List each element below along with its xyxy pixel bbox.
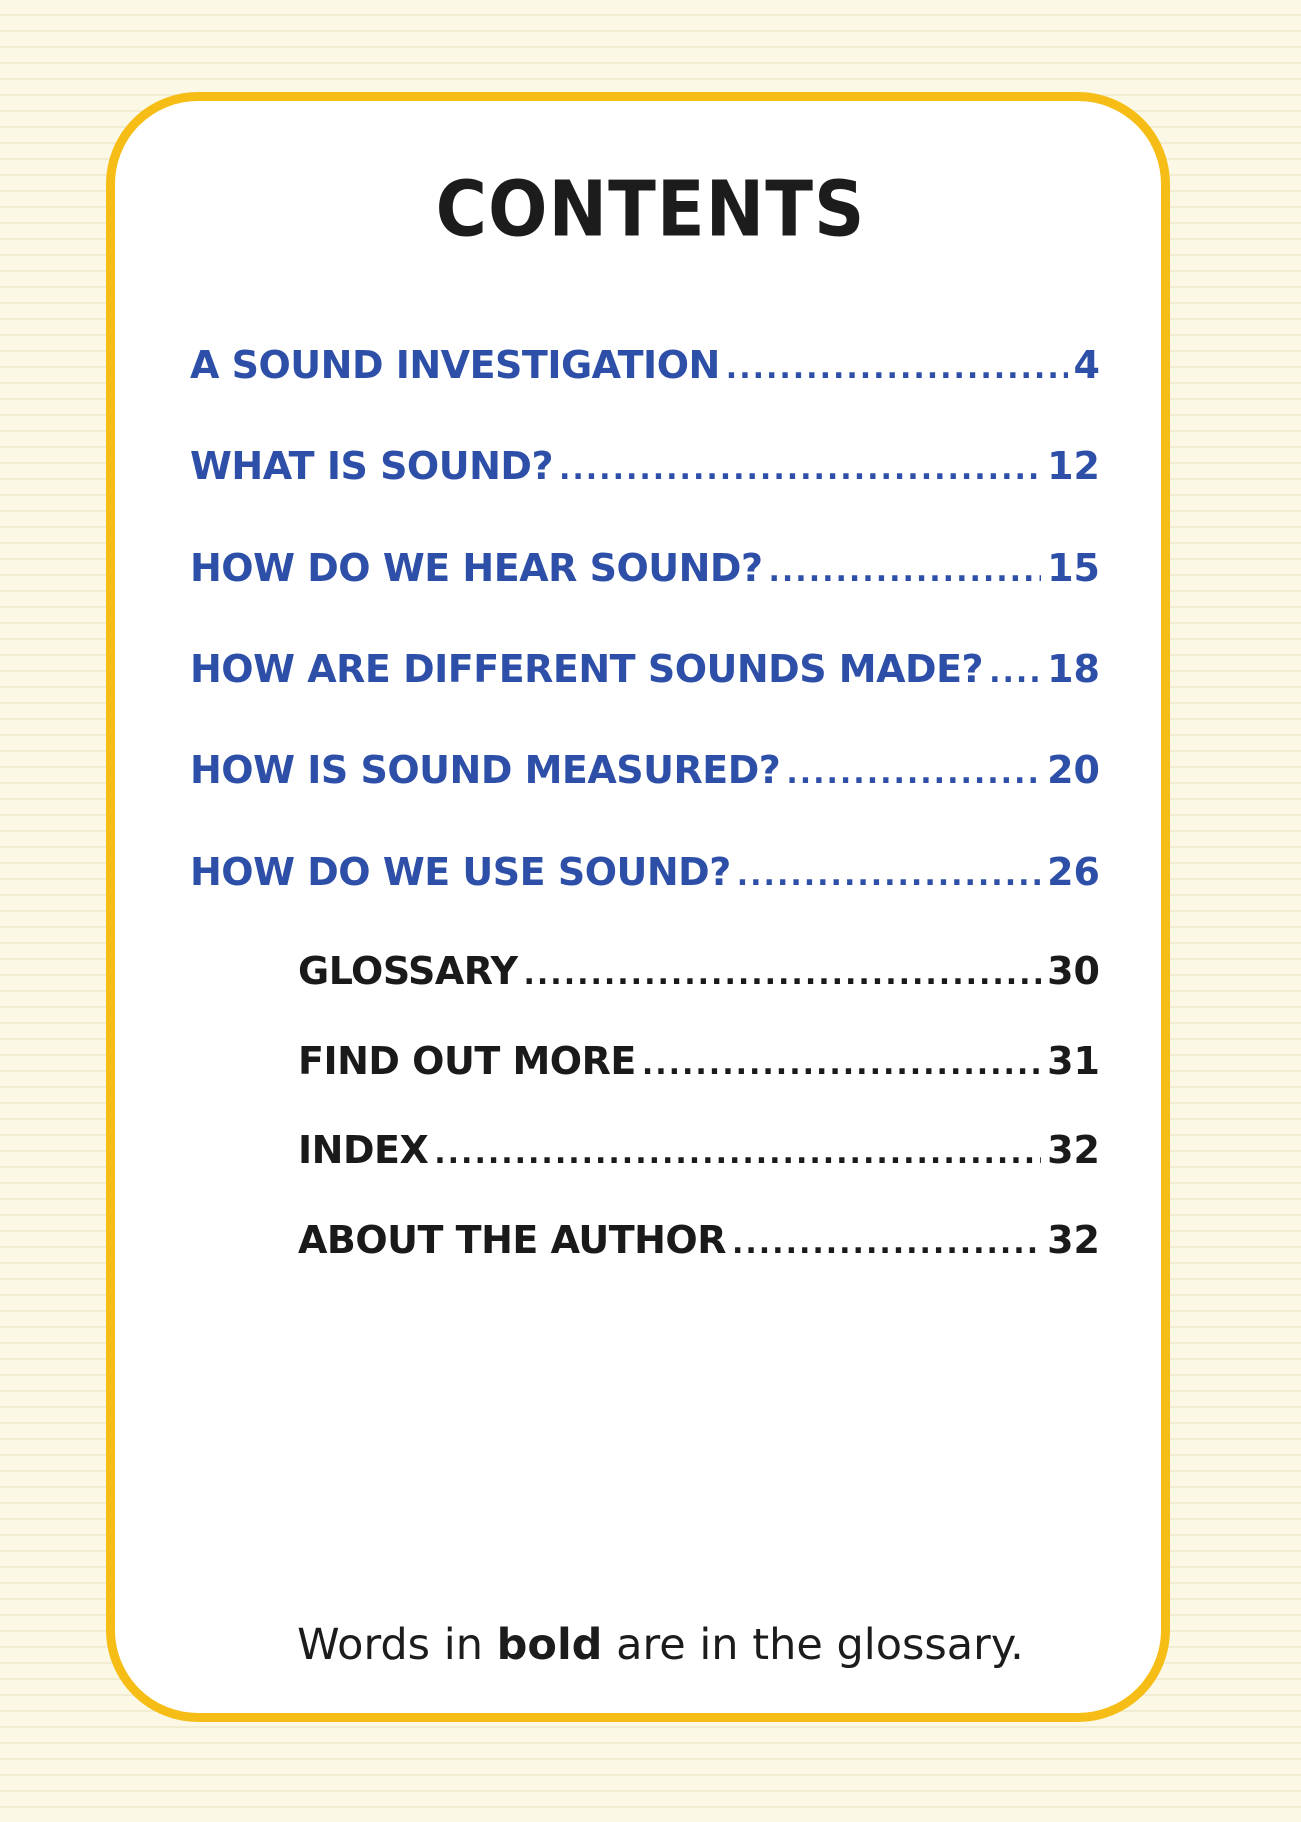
toc-entry-title: GLOSSARY (298, 949, 518, 993)
toc-entry-page: 30 (1047, 949, 1100, 993)
toc-entry-about-the-author (298, 1218, 1100, 1262)
toc-entry-title: HOW ARE DIFFERENT SOUNDS MADE? (190, 647, 984, 691)
dot-leader (434, 1136, 1041, 1171)
toc-entry-title: ABOUT THE AUTHOR (298, 1218, 726, 1262)
glossary-note (0, 1620, 1301, 1670)
toc-entry-page: 4 (1073, 343, 1100, 387)
dot-leader (989, 655, 1041, 690)
toc-entry-page: 15 (1047, 546, 1100, 590)
toc-entry-title: FIND OUT MORE (298, 1039, 636, 1083)
dot-leader (726, 351, 1068, 386)
toc-entry-page: 20 (1047, 748, 1100, 792)
toc-entry-page: 32 (1047, 1218, 1100, 1262)
toc-entry-index (298, 1128, 1100, 1172)
toc-entry-chapter-3 (190, 546, 1100, 590)
dot-leader (737, 858, 1041, 893)
toc-entry-glossary (298, 949, 1100, 993)
dot-leader (524, 957, 1042, 992)
glossary-note-after: are in the glossary. (602, 1620, 1024, 1670)
dot-leader (642, 1047, 1041, 1082)
toc-entry-chapter-2 (190, 444, 1100, 488)
dot-leader (769, 554, 1042, 589)
toc-entry-page: 18 (1047, 647, 1100, 691)
contents-card (106, 92, 1170, 1722)
toc-entry-title: WHAT IS SOUND? (190, 444, 553, 488)
dot-leader (559, 452, 1041, 487)
toc-entry-chapter-5 (190, 748, 1100, 792)
dot-leader (732, 1226, 1041, 1261)
toc-entry-chapter-1 (190, 343, 1100, 387)
toc-entry-title: INDEX (298, 1128, 429, 1172)
toc-entry-page: 26 (1047, 850, 1100, 894)
toc-entry-title: A SOUND INVESTIGATION (190, 343, 720, 387)
toc-entry-find-out-more (298, 1039, 1100, 1083)
toc-entry-page: 12 (1047, 444, 1100, 488)
toc-entry-page: 31 (1047, 1039, 1100, 1083)
glossary-note-bold-word: bold (496, 1620, 603, 1670)
glossary-note-before: Words in (297, 1620, 497, 1670)
dot-leader (786, 756, 1041, 791)
toc-entry-title: HOW IS SOUND MEASURED? (190, 748, 781, 792)
toc-entry-chapter-4 (190, 647, 1100, 691)
toc-entry-chapter-6 (190, 850, 1100, 894)
toc-entry-page: 32 (1047, 1128, 1100, 1172)
toc-entry-title: HOW DO WE HEAR SOUND? (190, 546, 763, 590)
toc-entry-title: HOW DO WE USE SOUND? (190, 850, 731, 894)
page-title: CONTENTS (435, 164, 866, 255)
